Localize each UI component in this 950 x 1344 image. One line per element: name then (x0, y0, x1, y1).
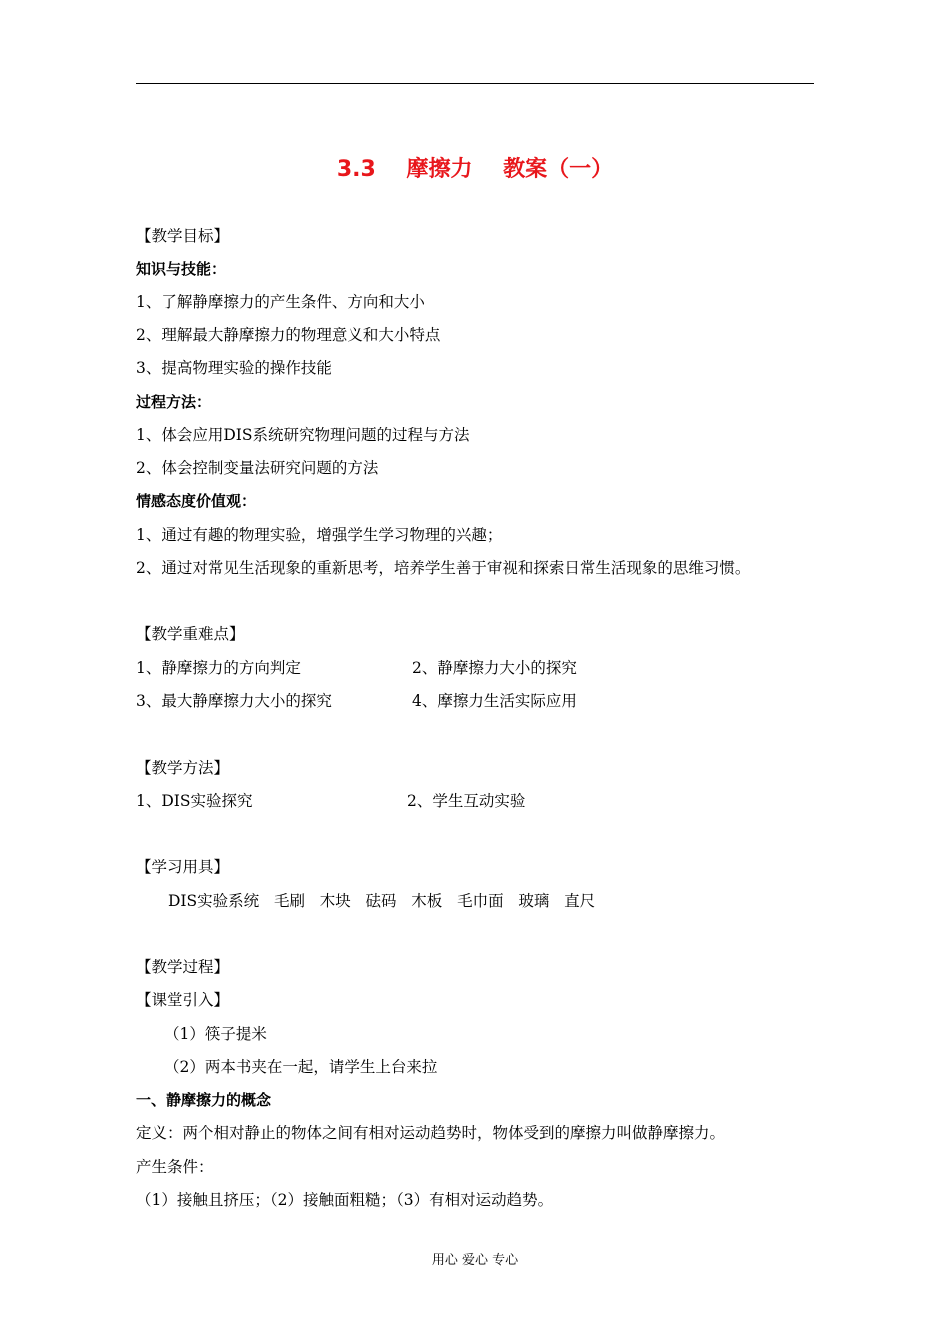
conditions-label: 产生条件： (136, 1158, 214, 1176)
header-rule (136, 83, 814, 84)
intro-item: （2）两本书夹在一起，请学生上台来拉 (164, 1058, 438, 1076)
key-point-item: 1、静摩擦力的方向判定 (136, 659, 301, 677)
key-point-item: 4、摩擦力生活实际应用 (412, 692, 577, 710)
key-point-item: 3、最大静摩擦力大小的探究 (136, 692, 332, 710)
knowledge-item: 3、提高物理实验的操作技能 (136, 359, 332, 377)
knowledge-item: 1、了解静摩擦力的产生条件、方向和大小 (136, 293, 425, 311)
values-heading: 情感态度价值观： (136, 492, 257, 510)
conditions-text: （1）接触且挤压；（2）接触面粗糙；（3）有相对运动趋势。 (136, 1191, 554, 1209)
tools-list: DIS实验系统 毛刷 木块 砝码 木板 毛巾面 玻璃 直尺 (168, 892, 596, 910)
key-points-heading: 【教学重难点】 (136, 625, 245, 643)
process-item: 2、体会控制变量法研究问题的方法 (136, 459, 379, 477)
key-point-item: 2、静摩擦力大小的探究 (412, 659, 577, 677)
page-footer: 用心 爱心 专心 (431, 1253, 519, 1268)
method-item: 1、DIS实验探究 (136, 792, 253, 810)
values-item: 1、通过有趣的物理实验，增强学生学习物理的兴趣； (136, 526, 503, 544)
method-item: 2、学生互动实验 (407, 792, 526, 810)
values-item: 2、通过对常见生活现象的重新思考，培养学生善于审视和探索日常生活现象的思维习惯。 (136, 559, 751, 577)
intro-heading: 【课堂引入】 (136, 991, 230, 1009)
objectives-heading: 【教学目标】 (136, 227, 230, 245)
knowledge-heading: 知识与技能： (136, 260, 227, 278)
definition-text: 定义：两个相对静止的物体之间有相对运动趋势时，物体受到的摩擦力叫做静摩擦力。 (136, 1124, 726, 1142)
page-title: 3.3 摩擦力 教案（一） (336, 157, 614, 182)
process-heading: 过程方法： (136, 393, 212, 411)
intro-item: （1）筷子提米 (164, 1025, 267, 1043)
teaching-process-heading: 【教学过程】 (136, 958, 230, 976)
knowledge-item: 2、理解最大静摩擦力的物理意义和大小特点 (136, 326, 441, 344)
methods-heading: 【教学方法】 (136, 759, 230, 777)
section1-heading: 一、静摩擦力的概念 (136, 1091, 272, 1109)
process-item: 1、体会应用DIS系统研究物理问题的过程与方法 (136, 426, 470, 444)
tools-heading: 【学习用具】 (136, 858, 230, 876)
